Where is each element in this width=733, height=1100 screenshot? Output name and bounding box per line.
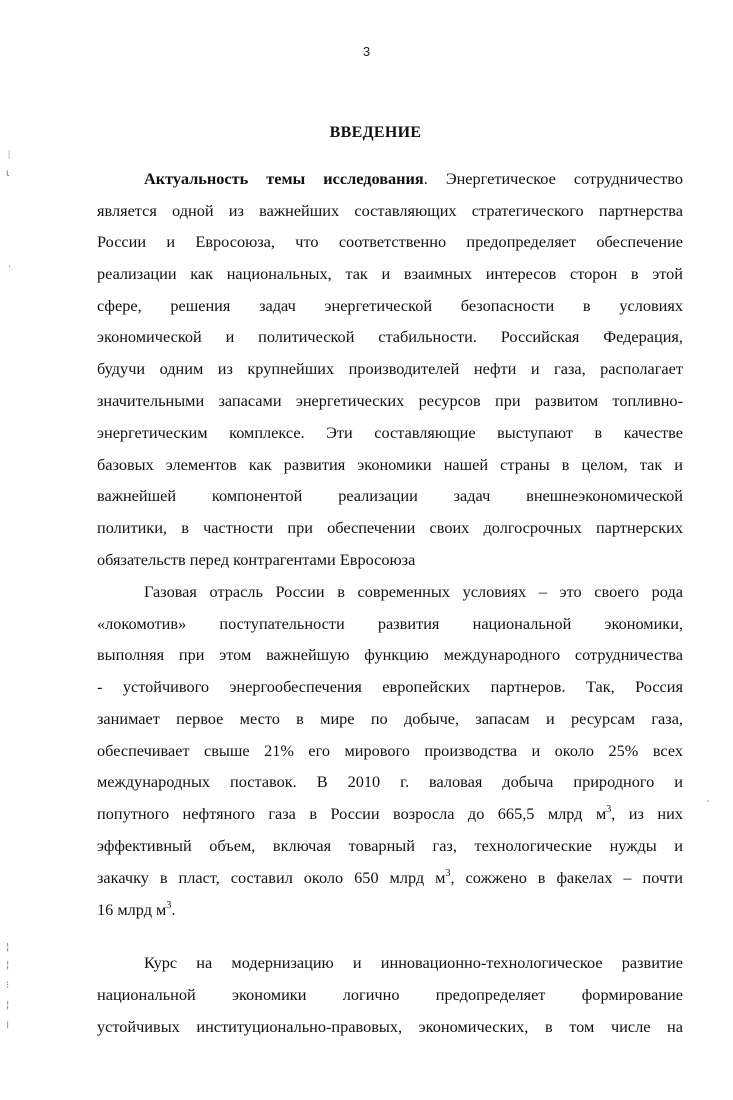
- paragraph-2-line: обеспечивает свыше 21% его мирового производства и около 25% всех: [97, 741, 683, 760]
- paragraph-2-line: международных поставок. В 2010 г. валовая добыча природного и: [97, 772, 683, 791]
- page-heading: ВВЕДЕНИЕ: [329, 124, 422, 141]
- paragraph-2-line-text: .: [171, 900, 176, 919]
- paragraph-1-line-rest: . Энергетическое сотрудничество: [423, 169, 683, 188]
- paragraph-2-line: [97, 900, 683, 922]
- paragraph-1-line: реализации как национальных, так и взаимных интересов сторон в этой: [97, 264, 683, 283]
- scan-mark: ⁞: [6, 1020, 10, 1031]
- paragraph-1-line: экономической и политической стабильности. Российская Федерация,: [97, 327, 683, 346]
- paragraph-1-line: базовых элементов как развития экономики нашей страны в целом, так и: [97, 455, 683, 474]
- paragraph-2-line: [97, 868, 683, 890]
- paragraph-1-line: важнейшей компонентой реализации задач внешнеэкономической: [97, 486, 683, 505]
- scan-mark: ᛁ: [6, 150, 12, 161]
- paragraph-2-line: - устойчивого энергообеспечения европейских партнеров. Так, Россия: [97, 677, 683, 696]
- paragraph-2-line: занимает первое место в мире по добыче, запасам и ресурсам газа,: [97, 709, 683, 728]
- paragraph-2-line: выполняя при этом важнейшую функцию международного сотрудничества: [97, 645, 683, 664]
- superscript: 3: [445, 868, 451, 879]
- paragraph-1-line: [144, 169, 683, 191]
- superscript: 3: [166, 900, 172, 911]
- paragraph-2-line-text: закачку в пласт, составил около 650 млрд м: [97, 868, 446, 887]
- paragraph-2-line: [97, 804, 683, 826]
- paragraph-2-line-text: , сожжено в факелах – почти: [450, 868, 683, 887]
- paragraph-2-line-text: попутного нефтяного газа в России возросла до 665,5 млрд м: [97, 804, 607, 823]
- paragraph-1-line: энергетическим комплексе. Эти составляющие выступают в качестве: [97, 423, 683, 442]
- scan-mark: ·: [8, 262, 12, 273]
- paragraph-2-line: «локомотив» поступательности развития национальной экономики,: [97, 614, 683, 633]
- paragraph-3-line: национальной экономики логично предопределяет формирование: [97, 985, 683, 1004]
- scan-mark: ¦: [6, 1000, 10, 1011]
- scan-mark: ¦: [6, 960, 10, 971]
- scan-mark: ɩ: [6, 168, 10, 179]
- paragraph-2-line: эффективный объем, включая товарный газ, технологические нужды и: [97, 836, 683, 855]
- scan-mark: `: [706, 800, 711, 811]
- page-number: 3: [362, 44, 371, 59]
- paragraph-1-line: значительными запасами энергетических ресурсов при развитом топливно-: [97, 391, 683, 410]
- paragraph-2-line-text: 16 млрд м: [97, 900, 167, 919]
- scan-mark: ⁝: [6, 980, 10, 991]
- paragraph-1-line: политики, в частности при обеспечении своих долгосрочных партнерских: [97, 518, 683, 537]
- paragraph-1-line: России и Евросоюза, что соответственно предопределяет обеспечение: [97, 232, 683, 251]
- paragraph-1-line: будучи одним из крупнейших производителей нефти и газа, располагает: [97, 359, 683, 378]
- paragraph-1-line: обязательств перед контрагентами Евросоюза: [97, 550, 416, 569]
- paragraph-1-line: является одной из важнейших составляющих стратегического партнерства: [97, 201, 683, 220]
- scan-mark: ¦: [6, 942, 10, 953]
- paragraph-1-line: сфере, решения задач энергетической безопасности в условиях: [97, 296, 683, 315]
- paragraph-1-lead: Актуальность темы исследования: [144, 169, 424, 188]
- paragraph-2-line-text: , из них: [611, 804, 683, 823]
- paragraph-3-line: Курс на модернизацию и инновационно-технологическое развитие: [144, 953, 683, 972]
- superscript: 3: [606, 804, 612, 815]
- paragraph-3-line: устойчивых институционально-правовых, экономических, в том числе на: [97, 1017, 683, 1036]
- paragraph-2-line: Газовая отрасль России в современных условиях – это своего рода: [144, 582, 683, 601]
